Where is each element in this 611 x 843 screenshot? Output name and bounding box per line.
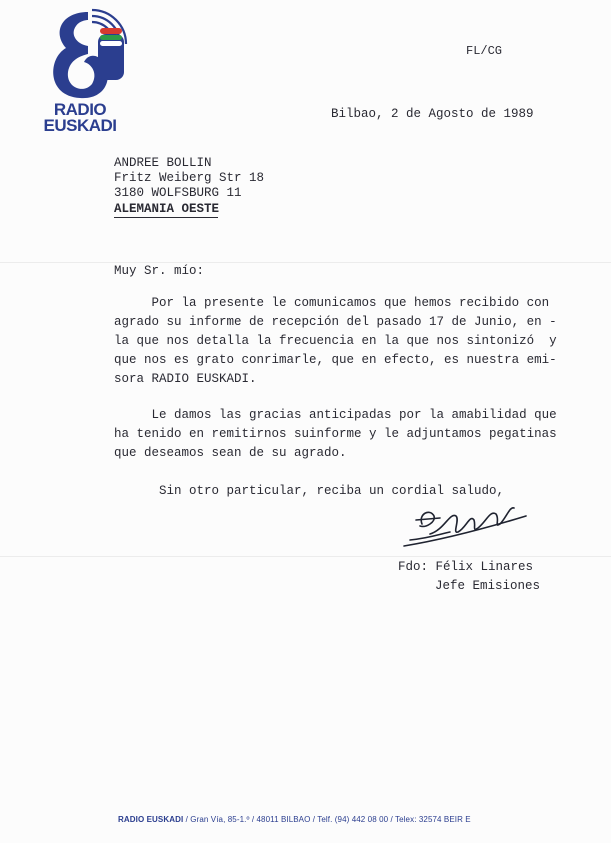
country-underline xyxy=(114,217,218,218)
letter-date: Bilbao, 2 de Agosto de 1989 xyxy=(331,107,534,121)
signer-name: Fdo: Félix Linares xyxy=(398,560,534,574)
paragraph-line: agrado su informe de recepción del pasado 17 de Junio, en - xyxy=(114,315,557,329)
recipient-name: ANDREE BOLLIN xyxy=(114,156,212,170)
paragraph-line: la que nos detalla la frecuencia en la que nos sintonizó y xyxy=(114,334,557,348)
signature-block xyxy=(398,558,540,596)
fold-line xyxy=(0,262,611,263)
reference-code: FL/CG xyxy=(466,44,503,58)
recipient-country: ALEMANIA OESTE xyxy=(114,202,220,216)
footer-brand: RADIO EUSKADI xyxy=(118,815,184,824)
fold-line xyxy=(0,556,611,557)
logo-emblem-icon xyxy=(40,4,130,104)
radio-euskadi-logo xyxy=(40,4,130,144)
handwritten-signature xyxy=(400,494,530,554)
paragraph-line: ha tenido en remitirnos suinforme y le adjuntamos pegatinas xyxy=(114,427,557,441)
recipient-street: Fritz Weiberg Str 18 xyxy=(114,171,265,185)
letterhead-footer xyxy=(118,815,471,824)
paragraph-line: Le damos las gracias anticipadas por la amabilidad que xyxy=(114,408,557,422)
brand-line-1: RADIO xyxy=(53,100,107,119)
paragraph-line: que deseamos sean de su agrado. xyxy=(114,446,347,460)
brand-line-2: EUSKADI xyxy=(43,116,117,135)
paragraph-line: sora RADIO EUSKADI. xyxy=(114,372,257,386)
closing-line: Sin otro particular, reciba un cordial saludo, xyxy=(159,484,505,498)
brand-name xyxy=(40,102,120,134)
paragraph-line: Por la presente le comunicamos que hemos recibido con xyxy=(114,296,550,310)
recipient-address xyxy=(114,156,264,201)
signer-title: Jefe Emisiones xyxy=(435,579,541,593)
footer-contact: / Gran Vía, 85-1.º / 48011 BILBAO / Telf. (94) 442 08 00 / Telex: 32574 BEIR E xyxy=(183,815,471,824)
paragraph-2 xyxy=(114,406,565,463)
paragraph-line: que nos es grato conrimarle, que en efecto, es nuestra emi- xyxy=(114,353,557,367)
paragraph-1 xyxy=(114,294,565,389)
greeting: Muy Sr. mío: xyxy=(114,264,205,278)
recipient-city: 3180 WOLFSBURG 11 xyxy=(114,186,242,200)
